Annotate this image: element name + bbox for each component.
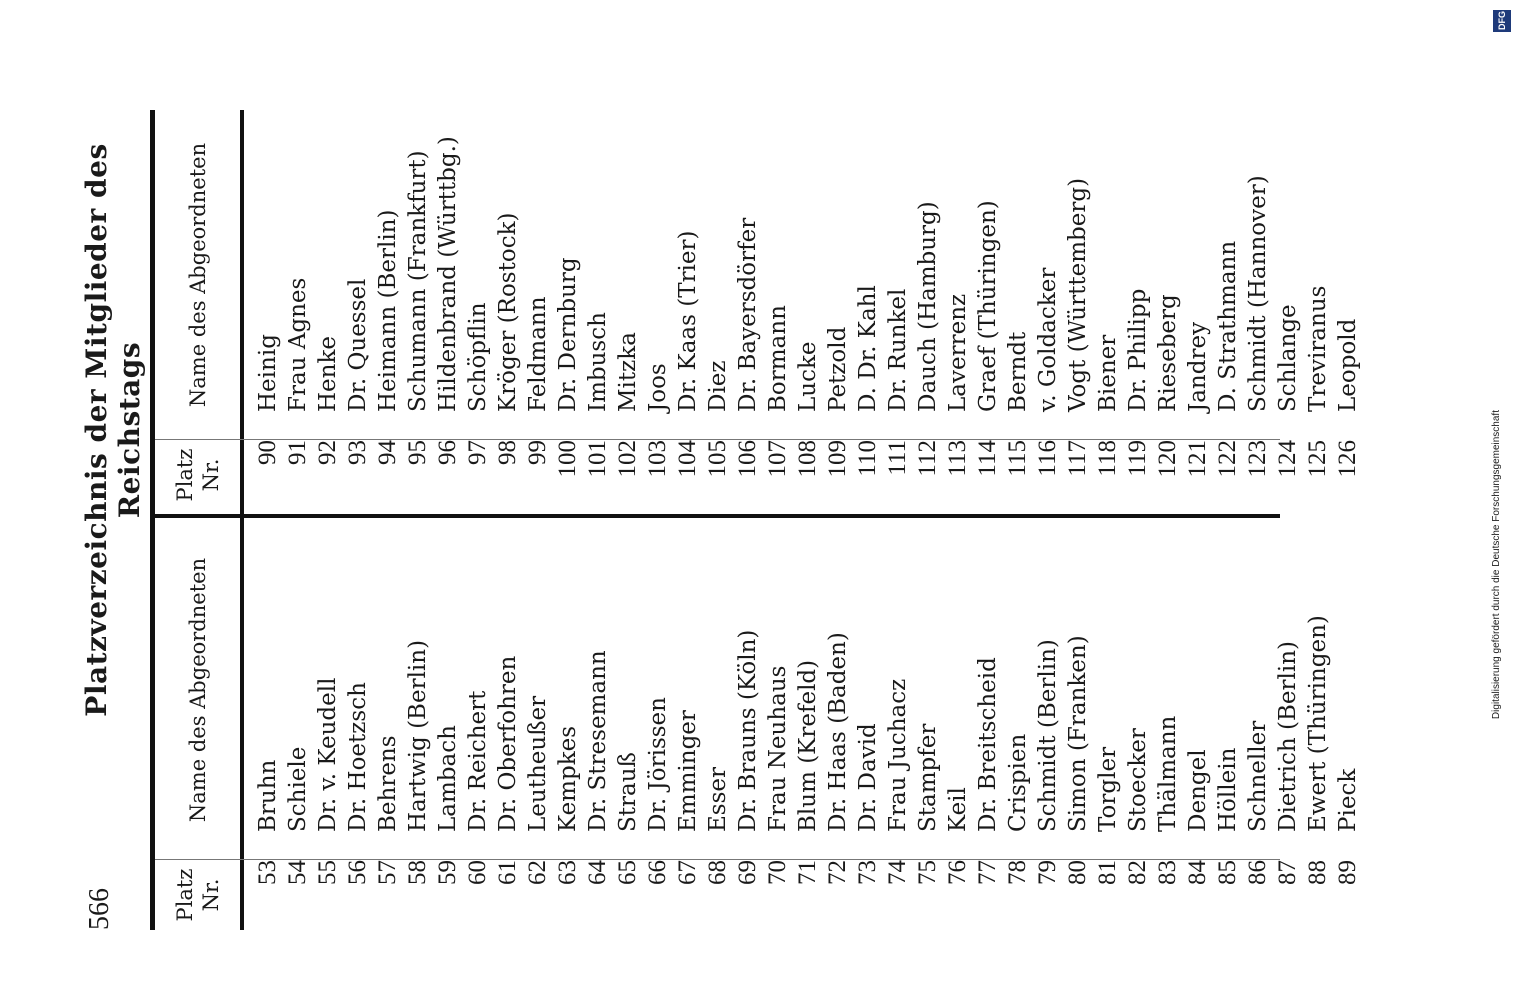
seat-number: 97 — [464, 440, 491, 465]
member-name: Hildenbrand (Württbg.) — [435, 136, 461, 412]
seat-number: 105 — [704, 440, 731, 478]
right-name-header: Name des Abgeordneten — [185, 142, 210, 408]
member-name: Kempkes — [555, 725, 581, 832]
member-name: Simon (Franken) — [1065, 635, 1091, 832]
table-row — [1273, 304, 1303, 510]
seat-number: 94 — [374, 440, 401, 465]
seat-number: 104 — [674, 440, 701, 478]
table-row — [793, 341, 823, 510]
table-row — [523, 696, 553, 930]
seat-number: 110 — [854, 440, 881, 477]
table-row — [883, 289, 913, 510]
table-row — [553, 726, 583, 930]
seat-number: 93 — [344, 440, 371, 465]
member-name: Dr. v. Keudell — [315, 677, 341, 832]
table-row — [283, 747, 313, 930]
seat-number: 75 — [914, 860, 941, 885]
seat-number: 117 — [1064, 440, 1091, 477]
table-row — [343, 682, 373, 930]
member-name: Jandrey — [1185, 321, 1211, 412]
seat-number: 118 — [1094, 440, 1121, 477]
member-name: Leutheußer — [525, 695, 551, 832]
table-row — [463, 302, 493, 510]
member-name: Torgler — [1095, 746, 1121, 832]
table-row — [853, 285, 883, 510]
table-row — [463, 691, 493, 930]
table-row — [943, 294, 973, 510]
member-name: Treviranus — [1305, 285, 1331, 412]
member-name: Dr. Dernburg — [555, 257, 581, 412]
table-row — [763, 305, 793, 510]
table-row — [823, 632, 853, 930]
member-name: Kröger (Rostock) — [495, 212, 521, 412]
seat-number: 91 — [284, 440, 311, 465]
seat-number: 101 — [584, 440, 611, 478]
seat-number: 114 — [974, 440, 1001, 477]
table-row — [1213, 241, 1243, 510]
table-row — [493, 213, 523, 511]
table-row — [1063, 635, 1093, 930]
member-name: Dr. Runkel — [885, 288, 911, 412]
table-row — [673, 710, 703, 930]
table-row — [1063, 178, 1093, 510]
member-name: Heimann (Berlin) — [375, 209, 401, 412]
seat-number: 107 — [764, 440, 791, 478]
seat-number: 87 — [1274, 860, 1301, 885]
table-row — [613, 332, 643, 510]
member-name: Graef (Thüringen) — [975, 200, 1001, 412]
member-name: Schmidt (Hannover) — [1245, 175, 1271, 412]
member-name: Leopold — [1335, 318, 1361, 412]
member-name: Dr. Oberfohren — [495, 655, 521, 832]
table-row — [763, 666, 793, 930]
seat-number: 68 — [704, 860, 731, 885]
table-row — [373, 210, 403, 510]
seat-number: 74 — [884, 860, 911, 885]
seat-number: 108 — [794, 440, 821, 478]
seat-number: 90 — [254, 440, 281, 465]
table-row — [1093, 747, 1123, 930]
member-name: Dr. Jörissen — [645, 697, 671, 832]
table-row — [373, 735, 403, 930]
member-name: Vogt (Württemberg) — [1065, 177, 1091, 412]
seat-number: 95 — [404, 440, 431, 465]
seat-number: 65 — [614, 860, 641, 885]
right-number-header: Platz Nr. — [172, 448, 223, 502]
seat-number: 59 — [434, 860, 461, 885]
table-row — [703, 360, 733, 510]
member-name: D. Dr. Kahl — [855, 285, 881, 412]
member-name: Schöpflin — [465, 302, 491, 412]
member-name: Schlange — [1275, 304, 1301, 412]
seat-number: 58 — [404, 860, 431, 885]
seat-number: 54 — [284, 860, 311, 885]
table-row — [1273, 641, 1303, 930]
table-row — [403, 640, 433, 930]
table-row — [403, 150, 433, 510]
member-name: Dr. Kaas (Trier) — [675, 230, 701, 412]
seat-number: 63 — [554, 860, 581, 885]
member-name: Dr. Breitscheid — [975, 657, 1001, 832]
table-row — [733, 218, 763, 510]
member-name: Bormann — [765, 305, 791, 412]
seat-number: 98 — [494, 440, 521, 465]
seat-number: 69 — [734, 860, 761, 885]
seat-number: 92 — [314, 440, 341, 465]
table-row — [1183, 749, 1213, 930]
table-row — [523, 296, 553, 510]
seat-number: 81 — [1094, 860, 1121, 885]
table-row — [1243, 175, 1273, 510]
member-name: Rieseberg — [1155, 294, 1181, 412]
table-row — [1003, 332, 1033, 510]
seat-number: 125 — [1304, 440, 1331, 478]
member-name: Höllein — [1215, 747, 1241, 832]
table-row — [583, 650, 613, 930]
seat-number: 57 — [374, 860, 401, 885]
table-row — [433, 136, 463, 510]
table-row — [1033, 639, 1063, 930]
seat-number: 53 — [254, 860, 281, 885]
seat-number: 86 — [1244, 860, 1271, 885]
table-row — [673, 231, 703, 511]
left-name-header: Name des Abgeordneten — [185, 557, 210, 823]
table-row — [433, 725, 463, 930]
seat-number: 64 — [584, 860, 611, 885]
member-name: Dr. Stresemann — [585, 650, 611, 832]
table-row — [1153, 294, 1183, 510]
member-name: Dr. Bayersdörfer — [735, 217, 761, 412]
member-name: Dr. Brauns (Köln) — [735, 629, 761, 832]
seat-number: 112 — [914, 440, 941, 477]
seat-number: 113 — [944, 440, 971, 477]
member-name: Lambach — [435, 725, 461, 832]
table-row — [583, 312, 613, 510]
member-name: Schneller — [1245, 720, 1271, 832]
seat-number: 116 — [1034, 440, 1061, 477]
table-row — [613, 752, 643, 930]
table-row — [793, 660, 823, 930]
table-row — [1333, 319, 1363, 510]
page-number: 566 — [84, 888, 115, 930]
member-name: Frau Juchacz — [885, 678, 911, 832]
member-name: Heinig — [255, 334, 281, 412]
seat-number: 61 — [494, 860, 521, 885]
seat-number: 111 — [884, 440, 911, 476]
seat-number: 126 — [1334, 440, 1361, 478]
table-row — [703, 767, 733, 930]
seat-number: 66 — [644, 860, 671, 885]
table-row — [283, 278, 313, 510]
table-row — [253, 334, 283, 510]
seat-number: 56 — [344, 860, 371, 885]
member-name: Dr. Hoetzsch — [345, 682, 371, 832]
right-block — [155, 110, 1405, 510]
seat-number: 85 — [1214, 860, 1241, 885]
member-name: Biener — [1095, 334, 1121, 412]
seat-number: 79 — [1034, 860, 1061, 885]
seat-number: 67 — [674, 860, 701, 885]
table-row — [253, 760, 283, 930]
table-row — [553, 257, 583, 510]
table-row — [883, 679, 913, 930]
dfg-logo: DFG — [1493, 10, 1511, 32]
seat-number: 60 — [464, 860, 491, 885]
seat-number: 77 — [974, 860, 1001, 885]
member-name: Berndt — [1005, 331, 1031, 412]
member-name: Dr. Quessel — [345, 278, 371, 412]
member-name: Henke — [315, 335, 341, 412]
seat-number: 106 — [734, 440, 761, 478]
seat-number: 70 — [764, 860, 791, 885]
table-row — [1093, 335, 1123, 510]
seat-number: 62 — [524, 860, 551, 885]
table-row — [853, 723, 883, 930]
seat-number: 76 — [944, 860, 971, 885]
member-name: Behrens — [375, 735, 401, 832]
member-name: Mitzka — [615, 332, 641, 412]
seat-number: 88 — [1304, 860, 1331, 885]
table-row — [913, 724, 943, 930]
seating-table — [150, 110, 1405, 930]
seat-number: 83 — [1154, 860, 1181, 885]
member-name: Schumann (Frankfurt) — [405, 150, 431, 412]
table-row — [313, 678, 343, 930]
member-name: Joos — [645, 363, 671, 412]
seat-number: 124 — [1274, 440, 1301, 478]
member-name: v. Goldacker — [1035, 267, 1061, 412]
member-name: Blum (Krefeld) — [795, 659, 821, 832]
member-name: Frau Neuhaus — [765, 665, 791, 832]
seat-number: 109 — [824, 440, 851, 478]
member-name: Ewert (Thüringen) — [1305, 615, 1331, 832]
member-name: Frau Agnes — [285, 277, 311, 412]
seat-number: 55 — [314, 860, 341, 885]
page-header — [80, 70, 146, 930]
seat-number: 71 — [794, 860, 821, 885]
member-name: Imbusch — [585, 312, 611, 412]
member-name: Diez — [705, 360, 731, 412]
rotated-page — [80, 70, 1410, 930]
table-row — [1033, 268, 1063, 510]
member-name: Strauß — [615, 752, 641, 832]
member-name: Pieck — [1335, 768, 1361, 832]
page-title: Platzverzeichnis der Mitglieder des Reichstags — [80, 143, 146, 717]
credit-text: Digitalisierung gefördert durch die Deutsche Forschungsgemeinschaft — [1491, 410, 1502, 720]
table-row — [943, 787, 973, 930]
table-row — [493, 656, 523, 930]
seat-number: 84 — [1184, 860, 1211, 885]
member-name: Keil — [945, 787, 971, 832]
digitization-credit — [1491, 10, 1515, 990]
member-name: Dr. Philipp — [1125, 288, 1151, 412]
seat-number: 82 — [1124, 860, 1151, 885]
table-row — [1183, 322, 1213, 510]
member-name: Petzold — [825, 326, 851, 412]
block-divider — [155, 514, 1280, 518]
seat-number: 115 — [1004, 440, 1031, 477]
seat-number: 103 — [644, 440, 671, 478]
table-row — [1123, 728, 1153, 930]
left-block — [155, 520, 1405, 930]
seat-number: 102 — [614, 440, 641, 478]
member-name: Dr. Haas (Baden) — [825, 632, 851, 832]
member-name: Stoecker — [1125, 728, 1151, 832]
table-row — [1303, 615, 1333, 930]
table-row — [973, 200, 1003, 510]
member-name: Emminger — [675, 710, 701, 832]
member-name: D. Strathmann — [1215, 240, 1241, 412]
table-row — [643, 363, 673, 510]
member-name: Dietrich (Berlin) — [1275, 641, 1301, 832]
seat-number: 78 — [1004, 860, 1031, 885]
table-row — [1333, 769, 1363, 930]
member-name: Bruhn — [255, 759, 281, 832]
table-row — [1303, 286, 1333, 510]
member-name: Thälmann — [1155, 715, 1181, 832]
member-name: Feldmann — [525, 296, 551, 412]
member-name: Dengel — [1185, 749, 1211, 832]
table-row — [313, 336, 343, 510]
table-row — [1153, 716, 1183, 930]
member-name: Schmidt (Berlin) — [1035, 639, 1061, 832]
table-row — [973, 657, 1003, 930]
table-row — [823, 327, 853, 510]
table-row — [733, 630, 763, 930]
seat-number: 100 — [554, 440, 581, 478]
member-name: Lucke — [795, 341, 821, 412]
seat-number: 122 — [1214, 440, 1241, 478]
table-row — [1003, 734, 1033, 930]
member-name: Stampfer — [915, 723, 941, 832]
seat-number: 72 — [824, 860, 851, 885]
table-row — [913, 201, 943, 510]
member-name: Crispien — [1005, 733, 1031, 832]
table-row — [1123, 289, 1153, 510]
member-name: Schiele — [285, 746, 311, 832]
table-row — [343, 279, 373, 510]
member-name: Dr. David — [855, 723, 881, 832]
member-name: Esser — [705, 766, 731, 832]
seat-number: 89 — [1334, 860, 1361, 885]
seat-number: 123 — [1244, 440, 1271, 478]
member-name: Dr. Reichert — [465, 690, 491, 832]
seat-number: 120 — [1154, 440, 1181, 478]
seat-number: 99 — [524, 440, 551, 465]
member-name: Hartwig (Berlin) — [405, 639, 431, 832]
seat-number: 121 — [1184, 440, 1211, 478]
table-row — [1243, 721, 1273, 930]
left-number-header: Platz Nr. — [172, 868, 223, 922]
seat-number: 73 — [854, 860, 881, 885]
seat-number: 96 — [434, 440, 461, 465]
seat-number: 80 — [1064, 860, 1091, 885]
table-row — [1213, 748, 1243, 930]
member-name: Dauch (Hamburg) — [915, 201, 941, 412]
seat-number: 119 — [1124, 440, 1151, 477]
member-name: Laverrenz — [945, 293, 971, 412]
table-row — [643, 697, 673, 930]
